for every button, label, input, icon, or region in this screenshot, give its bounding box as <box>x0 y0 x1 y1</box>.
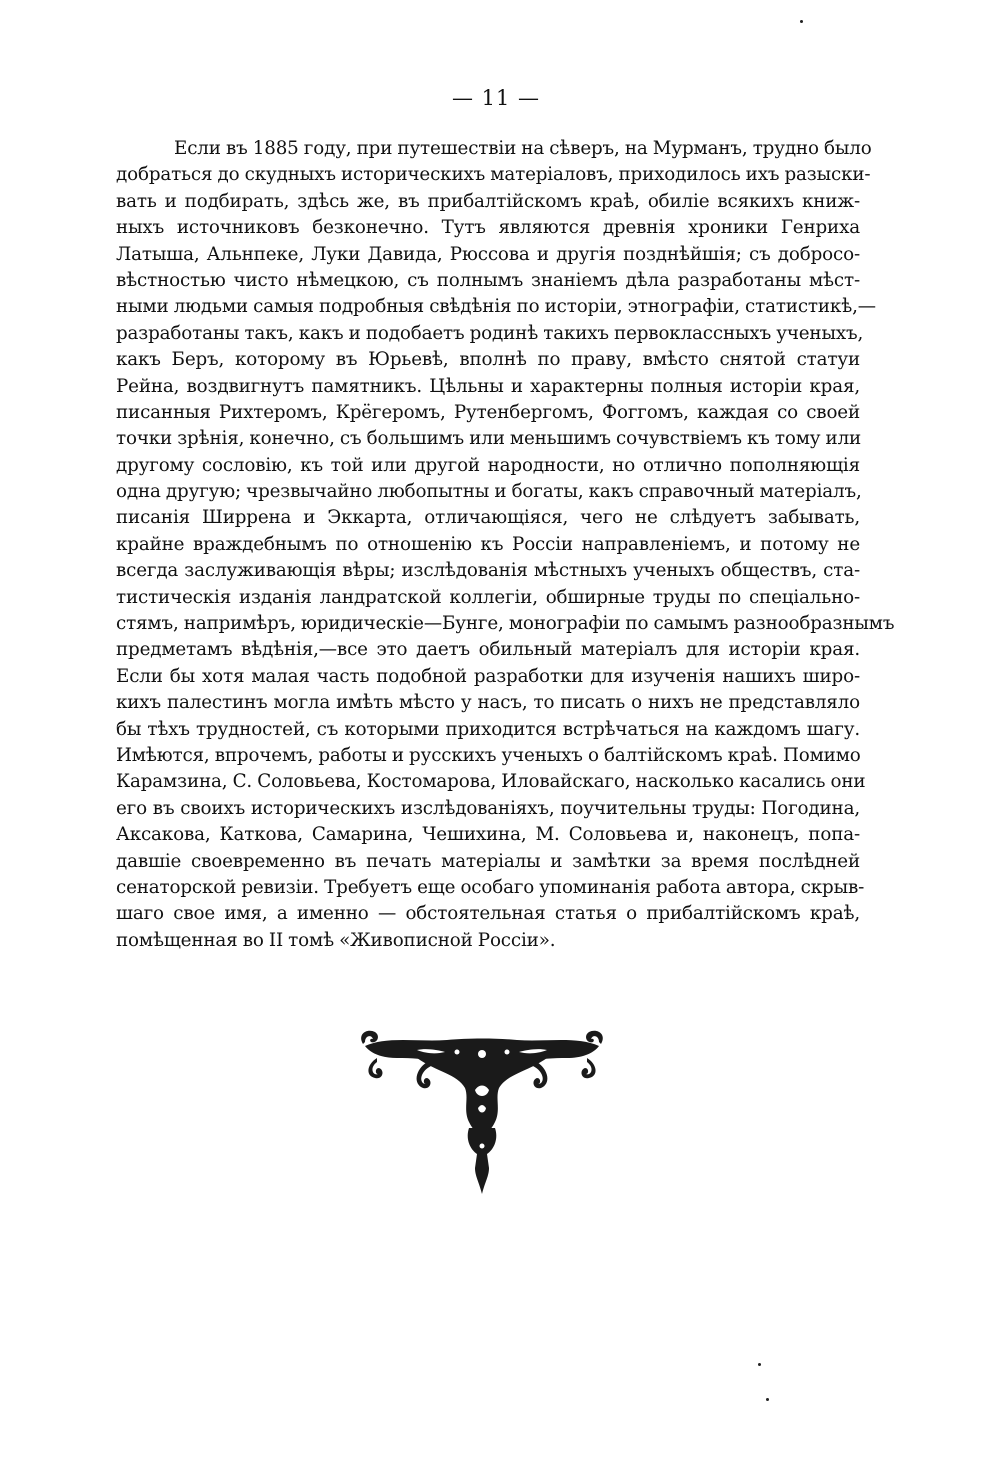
text-line: его въ своихъ историческихъ изслѣдованіяхъ, поучительны труды: Погодина, <box>116 797 860 819</box>
text-line: Имѣются, впрочемъ, работы и русскихъ ученыхъ о балтійскомъ краѣ. Помимо <box>116 744 861 766</box>
text-line: крайне враждебнымъ по отношенію къ Россіи направленіемъ, и потому не <box>116 533 860 555</box>
text-line: одна другую; чрезвычайно любопытны и богаты, какъ справочный матеріалъ, <box>116 481 862 503</box>
text-line: кихъ палестинъ могла имѣть мѣсто у насъ, то писать о нихъ не представляло <box>116 692 860 714</box>
body-paragraph <box>116 136 895 954</box>
text-line: сенаторской ревизіи. Требуетъ еще особаго упоминанія работа автора, скрыв- <box>116 876 865 898</box>
text-line: шаго свое имя, а именно — обстоятельная статья о прибалтійскомъ краѣ, <box>116 903 860 925</box>
text-line: помѣщенная во II томѣ «Живописной Россіи». <box>116 929 556 951</box>
text-line: другому сословію, къ той или другой народности, но отлично пополняющія <box>116 454 860 476</box>
text-line: какъ Беръ, которому въ Юрьевѣ, вполнѣ по праву, вмѣсто снятой статуи <box>116 349 860 371</box>
text-line: предметамъ вѣдѣнія,—все это даетъ обильный матеріалъ для исторіи края. <box>116 639 860 661</box>
text-line: писанія Ширрена и Эккарта, отличающіяся, чего не слѣдуетъ забывать, <box>116 507 860 529</box>
text-line: добраться до скудныхъ историческихъ матеріаловъ, приходилось ихъ разыски- <box>116 164 871 186</box>
text-line: вѣстностью чисто нѣмецкою, съ полнымъ знаніемъ дѣла разработаны мѣст- <box>116 269 860 291</box>
text-line: давшіе своевременно въ печать матеріалы и замѣтки за время послѣдней <box>116 850 860 872</box>
text-line: Карамзина, С. Соловьева, Костомарова, Иловайскаго, насколько касались они <box>116 771 866 793</box>
scan-speck <box>758 1363 761 1366</box>
text-line: точки зрѣнія, конечно, съ большимъ или меньшимъ сочувствіемъ къ тому или <box>116 428 862 450</box>
scan-speck <box>800 20 803 23</box>
page-number: — 11 — <box>451 86 541 110</box>
tailpiece-ornament-icon <box>357 1028 607 1198</box>
text-line: ными людьми самыя подробныя свѣдѣнія по исторіи, этнографіи, статистикѣ,— <box>116 296 876 318</box>
text-line: бы тѣхъ трудностей, съ которыми приходится встрѣчаться на каждомъ шагу. <box>116 718 860 740</box>
text-line: стямъ, напримѣръ, юридическіе—Бунге, монографіи по самымъ разнообразнымъ <box>116 613 895 635</box>
text-line: вать и подбирать, здѣсь же, въ прибалтійскомъ краѣ, обиліе всякихъ книж- <box>116 190 860 212</box>
text-line: тистическія изданія ландратской коллегіи, обширные труды по спеціально- <box>116 586 860 608</box>
text-line: Рейна, воздвигнутъ памятникъ. Цѣльны и характерны полныя исторіи края, <box>116 375 860 397</box>
scan-speck <box>766 1398 769 1401</box>
text-line: Аксакова, Каткова, Самарина, Чешихина, М. Соловьева и, наконецъ, попа- <box>116 824 860 846</box>
text-line: писанныя Рихтеромъ, Крёгеромъ, Рутенбергомъ, Фоггомъ, каждая со своей <box>116 401 860 423</box>
text-line: ныхъ источниковъ безконечно. Тутъ являются древнія хроники Генриха <box>116 217 860 239</box>
text-line: Если бы хотя малая часть подобной разработки для изученія нашихъ широ- <box>116 665 860 687</box>
text-line: всегда заслуживающія вѣры; изслѣдованія мѣстныхъ ученыхъ обществъ, ста- <box>116 560 860 582</box>
text-line: Если въ 1885 году, при путешествіи на сѣверъ, на Мурманъ, трудно было <box>174 138 872 159</box>
text-line: Латыша, Альнпеке, Луки Давида, Рюссова и другія позднѣйшія; съ добросо- <box>116 243 860 265</box>
text-line: разработаны такъ, какъ и подобаетъ родинѣ такихъ первоклассныхъ ученыхъ, <box>116 322 864 344</box>
